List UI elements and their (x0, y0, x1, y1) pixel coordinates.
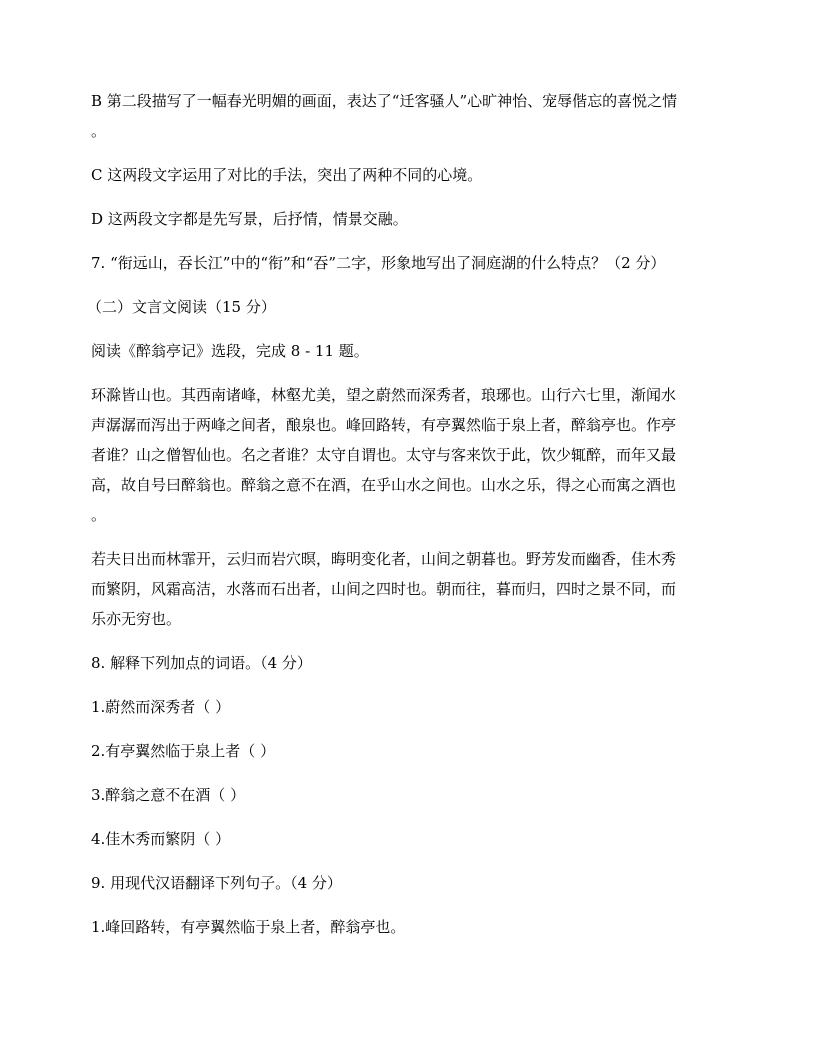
question-9: 9. 用现代汉语翻译下列句子。（4 分） (91, 874, 342, 892)
document-page (87, 86, 731, 956)
question-8-item-1: 1.蔚然而深秀者（ ） (91, 698, 231, 716)
question-8-item-2: 2.有亭翼然临于泉上者（ ） (91, 742, 276, 760)
passage-paragraph-2: 若夫日出而林霏开，云归而岩穴暝，晦明变化者，山间之朝暮也。野芳发而幽香，佳木秀 而繁阴，风霜高洁，水落而石出者，山间之四时也。朝而往，暮而归，四时之景不同，而 乐亦无穷也。 (91, 550, 677, 628)
option-d: D 这两段文字都是先写景，后抒情，情景交融。 (91, 210, 408, 228)
option-b: B 第二段描写了一幅春光明媚的画面，表达了“迁客骚人”心旷神怡、宠辱偕忘的喜悦之情 。 (91, 92, 678, 140)
question-8-item-4: 4.佳木秀而繁阴（ ） (91, 830, 231, 848)
question-8-item-3: 3.醉翁之意不在酒（ ） (91, 786, 246, 804)
reading-instruction: 阅读《醉翁亭记》选段，完成 8 - 11 题。 (91, 342, 369, 360)
passage-paragraph-1: 环滁皆山也。其西南诸峰，林壑尤美，望之蔚然而深秀者，琅琊也。山行六七里，渐闻水 声潺潺而泻出于两峰之间者，酿泉也。峰回路转，有亭翼然临于泉上者，醉翁亭也。作亭 者谁？山之僧智仙也。名之者谁？太守自谓也。太守与客来饮于此，饮少辄醉，而年又最 高，故自号曰醉翁也。醉翁之意不在酒，在乎山水之间也。山水之乐，得之心而寓之酒也 。 (91, 386, 677, 524)
question-9-item-1: 1.峰回路转，有亭翼然临于泉上者，醉翁亭也。 (91, 918, 406, 936)
question-8: 8. 解释下列加点的词语。（4 分） (91, 654, 312, 672)
question-7: 7. “衔远山，吞长江”中的“衔”和“吞”二字，形象地写出了洞庭湖的什么特点？（2 分） (91, 254, 666, 272)
section-heading: （二）文言文阅读（15 分） (87, 298, 276, 316)
option-c: C 这两段文字运用了对比的手法，突出了两种不同的心境。 (91, 166, 483, 184)
